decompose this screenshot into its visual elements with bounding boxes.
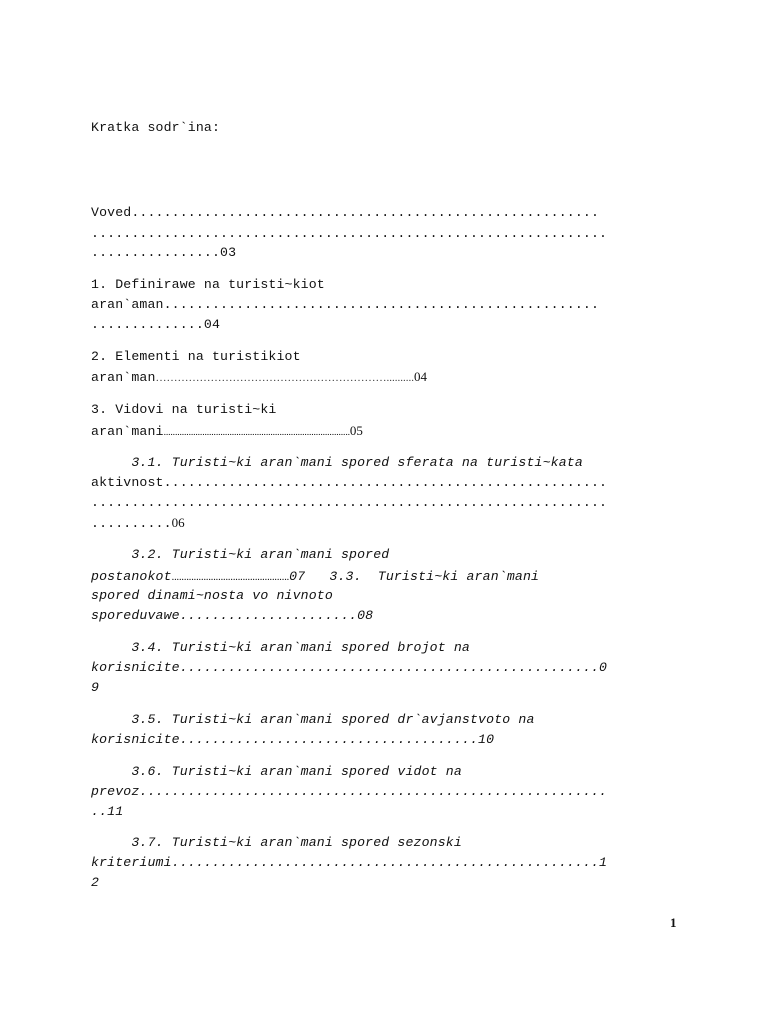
toc-entry-3-7-line-2: kriteriumi.....................................................1 (91, 855, 608, 870)
toc-entry-3-6-line-2: prevoz.......................................................... (91, 784, 608, 799)
toc-entry-2-title: 2. Elementi na turistikiot (91, 349, 301, 364)
toc-entry-3-word: aran`mani (91, 424, 164, 439)
toc-entry-3-2-page-and-3-3: 07 3.3. Turisti~ki aran`mani (289, 569, 540, 584)
toc-entry-3-7-line-3: 2 (91, 875, 100, 890)
toc-entry-3-1-page: 06 (171, 515, 185, 530)
toc-line-voved-3: ................03 (91, 245, 237, 260)
toc-entry-3-2-line-2 (91, 568, 539, 586)
toc-entry-3-3-line-3: sporeduvawe......................08 (91, 608, 374, 623)
toc-entry-3-leader: .................................................................................. (163, 427, 350, 438)
toc-entry-1-line-2: aran`aman...................................................... (91, 297, 600, 312)
toc-entry-3-1-line-3: ................................................................ (91, 495, 608, 510)
toc-entry-3-4-line-3: 9 (91, 680, 100, 695)
toc-entry-3-1-line-4 (91, 515, 185, 532)
toc-entry-3-2-word: postanokot (91, 569, 172, 584)
toc-entry-3-1-line-2: aktivnost....................................................... (91, 475, 608, 490)
toc-entry-3-4-title: 3.4. Turisti~ki aran`mani spored brojot na (91, 640, 470, 655)
toc-entry-3-5-line-2: korisnicite.....................................10 (91, 732, 495, 747)
toc-entry-2-word: aran`man (91, 370, 156, 385)
toc-entry-3-line-2 (91, 423, 363, 441)
toc-entry-3-5-title: 3.5. Turisti~ki aran`mani spored dr`avjanstvoto na (91, 712, 535, 727)
toc-entry-3-title: 3. Vidovi na turisti~ki (91, 402, 277, 417)
toc-entry-3-page: 05 (349, 423, 363, 438)
toc-entry-1-title: 1. Definirawe na turisti~kiot (91, 277, 325, 292)
toc-entry-3-7-title: 3.7. Turisti~ki aran`mani spored sezonski (91, 835, 462, 850)
toc-entry-3-6-line-3: ..11 (91, 804, 124, 819)
toc-entry-2-leader: ……………………………………………………….......... (155, 372, 415, 384)
toc-entry-3-2-title: 3.2. Turisti~ki aran`mani spored (91, 547, 390, 562)
toc-entry-3-1-leader: .......... (91, 516, 172, 531)
page-number: 1 (670, 915, 677, 930)
toc-entry-3-4-line-2: korisnicite....................................................0 (91, 660, 608, 675)
toc-entry-3-6-title: 3.6. Turisti~ki aran`mani spored vidot na (91, 764, 462, 779)
toc-entry-3-2-leader: ................................................ (171, 572, 290, 583)
page-heading: Kratka sodr`ina: (91, 120, 221, 135)
toc-entry-2-page: 04 (414, 369, 428, 384)
toc-entry-2-line-2 (91, 369, 427, 386)
toc-line-voved-2: ................................................................ (91, 226, 608, 241)
toc-entry-3-3-line-2: spored dinami~nosta vo nivnoto (91, 588, 333, 603)
toc-line-voved-1: Voved.......................................................... (91, 205, 600, 220)
toc-entry-3-1-title: 3.1. Turisti~ki aran`mani spored sferata na turisti~kata (91, 455, 583, 470)
toc-entry-1-line-3: ..............04 (91, 317, 221, 332)
